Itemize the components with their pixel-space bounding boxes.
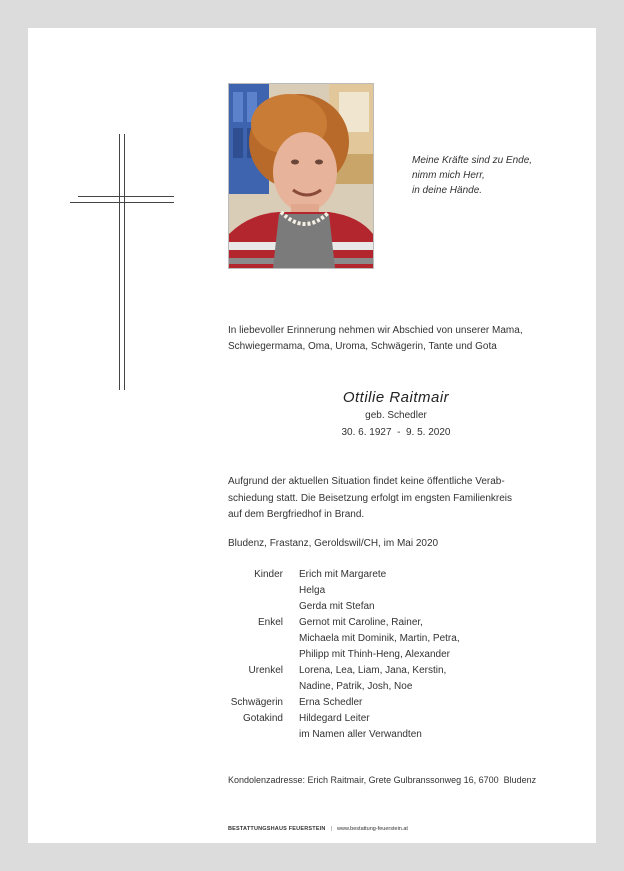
intro-text [228, 323, 523, 354]
footer [228, 826, 408, 832]
place-date: Bludenz, Frastanz, Geroldswil/CH, im Mai 2020 [228, 538, 439, 549]
footer-separator: | [330, 826, 333, 832]
family-names: Michaela mit Dominik, Martin, Petra, [299, 633, 460, 644]
notice-line: Aufgrund der aktuellen Situation findet keine öffentliche Verab- [228, 476, 505, 487]
cross-icon [70, 134, 174, 390]
life-dates: 30. 6. 1927 - 9. 5. 2020 [341, 427, 451, 438]
condolence-address: Kondolenzadresse: Erich Raitmair, Grete Gulbranssonweg 16, 6700 Bludenz [228, 775, 537, 785]
family-names: Gerda mit Stefan [299, 601, 375, 612]
family-names: Philipp mit Thinh-Heng, Alexander [299, 649, 451, 660]
family-names: Lorena, Lea, Liam, Jana, Kerstin, [299, 665, 447, 676]
family-names: Erich mit Margarete [299, 569, 387, 580]
intro-line: In liebevoller Erinnerung nehmen wir Abschied von unserer Mama, [228, 325, 523, 336]
family-names: im Namen aller Verwandten [299, 729, 422, 740]
quote [412, 153, 532, 198]
quote-line: Meine Kräfte sind zu Ende, [412, 155, 533, 166]
family-names: Nadine, Patrik, Josh, Noe [299, 681, 413, 692]
quote-line: in deine Hände. [412, 185, 483, 196]
maiden-name: geb. Schedler [365, 410, 427, 421]
family-role: Kinder [254, 569, 283, 580]
family-names: Gernot mit Caroline, Rainer, [299, 617, 423, 628]
family-names: Erna Schedler [299, 697, 363, 708]
family-names: Helga [299, 585, 326, 596]
deceased-name: Ottilie Raitmair [342, 389, 450, 406]
family-role: Urenkel [248, 665, 283, 676]
family-role: Schwägerin [230, 697, 283, 708]
notice-line: schiedung statt. Die Beisetzung erfolgt im engsten Familienkreis [228, 492, 513, 504]
website-link[interactable]: www.bestattung-feuerstein.at [337, 826, 408, 832]
portrait-photo [228, 83, 374, 269]
funeral-home-name: BESTATTUNGSHAUS FEUERSTEIN [228, 826, 326, 832]
funeral-notice [228, 474, 512, 524]
family-names: Hildegard Leiter [299, 713, 370, 724]
family-role: Gotakind [242, 713, 283, 724]
intro-line: Schwiegermama, Oma, Uroma, Schwägerin, Tante und Gota [228, 340, 497, 352]
notice-line: auf dem Bergfriedhof in Brand. [228, 509, 365, 520]
quote-line: nimm mich Herr, [412, 170, 485, 181]
family-role: Enkel [257, 617, 283, 628]
